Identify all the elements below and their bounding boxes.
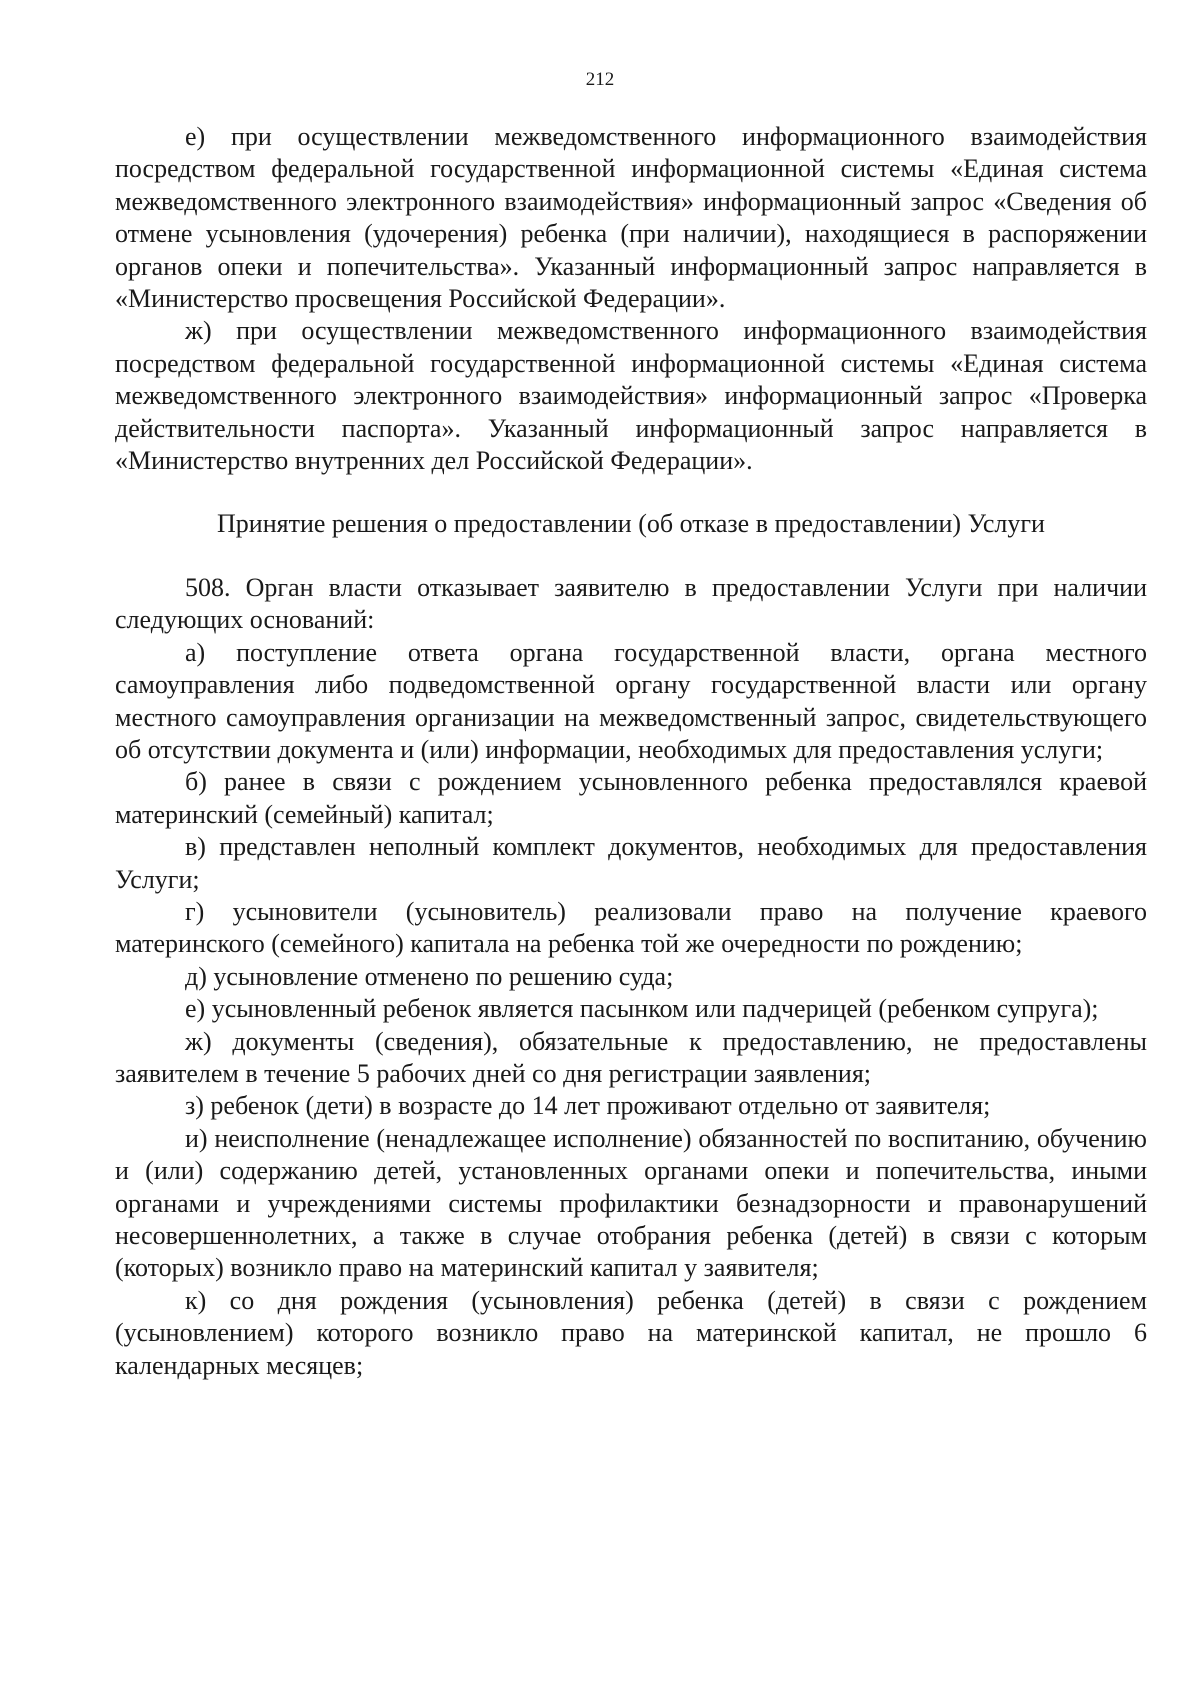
refusal-ground-zh: ж) документы (сведения), обязательные к предоставлению, не предоставлены заявителем в течение 5 рабочих дней со дня регистрации заявления; xyxy=(115,1026,1147,1088)
paragraph-508-intro: 508. Орган власти отказывает заявителю в предоставлении Услуги при наличии следующих оснований: xyxy=(115,572,1147,635)
page-number: 212 xyxy=(585,69,615,90)
refusal-ground-k: к) со дня рождения (усыновления) ребенка (детей) в связи с рождением (усыновлением) которого возникло право на материнской капитал, не прошло 6 календарных месяцев; xyxy=(115,1285,1147,1380)
refusal-ground-b: б) ранее в связи с рождением усыновленного ребенка предоставлялся краевой материнский (семейный) капитал; xyxy=(115,767,1147,829)
refusal-ground-g: г) усыновители (усыновитель) реализовали право на получение краевого материнского (семейного) капитала на ребенка той же очередности по рождению; xyxy=(115,896,1147,959)
paragraph-item-e-interagency-request: е) при осуществлении межведомственного информационного взаимодействия посредством федеральной государственной информационной системы «Единая система межведомственного электронного взаимодействия» информационный запрос «Сведения об отмене усыновления (удочерения) ребенка (при наличии), находящиеся в распоряжении органов опеки и попечительства». Указанный информационный запрос направляется в «Министерство просвещения Российской Федерации». xyxy=(115,122,1147,314)
refusal-ground-i: и) неисполнение (ненадлежащее исполнение) обязанностей по воспитанию, обучению и (или) содержанию детей, установленных органами опеки и попечительства, иными органами и учреждениями системы профилактики безнадзорности и правонарушений несовершеннолетних, а также в случае отобрания ребенка (детей) в связи с которым (которых) возникло право на материнский капитал у заявителя; xyxy=(115,1123,1147,1283)
refusal-ground-d: д) усыновление отменено по решению суда; xyxy=(185,961,674,991)
section-heading: Принятие решения о предоставлении (об отказе в предоставлении) Услуги xyxy=(217,509,1045,539)
document-body xyxy=(115,121,1147,1382)
refusal-ground-a: а) поступление ответа органа государственной власти, органа местного самоуправления либо подведомственной органу государственной власти или органу местного самоуправления организации на межведомственный запрос, свидетельствующего об отсутствии документа и (или) информации, необходимых для предоставления услуги; xyxy=(115,637,1147,764)
refusal-ground-e: е) усыновленный ребенок является пасынком или падчерицей (ребенком супруга); xyxy=(185,994,1099,1024)
refusal-ground-z: з) ребенок (дети) в возрасте до 14 лет проживают отдельно от заявителя; xyxy=(185,1091,991,1121)
paragraph-item-zh-passport-check: ж) при осуществлении межведомственного информационного взаимодействия посредством федеральной государственной информационной системы «Единая система межведомственного электронного взаимодействия» информационный запрос «Проверка действительности паспорта». Указанный информационный запрос направляется в «Министерство внутренних дел Российской Федерации». xyxy=(115,316,1147,476)
refusal-ground-v: в) представлен неполный комплект документов, необходимых для предоставления Услуги; xyxy=(115,832,1147,894)
